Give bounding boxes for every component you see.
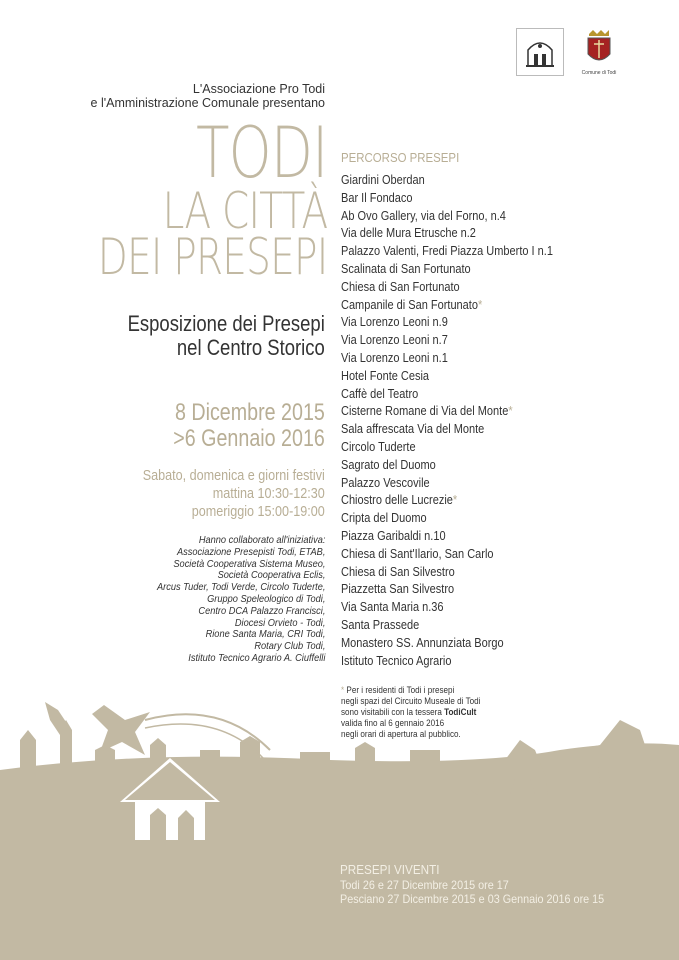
collaborators <box>157 535 325 665</box>
collaborator-line: Diocesi Orvieto - Todi, <box>234 616 325 629</box>
route-item <box>341 297 553 315</box>
route-item-name: Hotel Fonte Cesia <box>341 368 430 383</box>
collaborator-line: Società Cooperativa Eclis, <box>217 569 325 582</box>
subtitle-line: nel Centro Storico <box>177 335 325 360</box>
route-item <box>341 653 553 671</box>
route-item-star: * <box>508 404 513 419</box>
route-item-name: Piazza Garibaldi n.10 <box>341 528 446 543</box>
note-line: negli spazi del Circuito Museale di Todi <box>341 696 481 706</box>
todicult-label: TodiCult <box>444 707 477 717</box>
route-item <box>341 350 553 368</box>
route-item <box>341 546 553 564</box>
coat-of-arms-icon <box>585 28 613 68</box>
logos <box>516 28 620 84</box>
times-line: mattina 10:30-12:30 <box>212 485 325 502</box>
route-item <box>341 599 553 617</box>
date-line: >6 Gennaio 2016 <box>173 425 325 452</box>
route-item-name: Caffè del Teatro <box>341 386 419 401</box>
route-item-name: Chiostro delle Lucrezie <box>341 493 453 508</box>
collaborator-line: Rotary Club Todi, <box>253 640 325 653</box>
pro-todi-logo <box>516 28 564 76</box>
route-item <box>341 564 553 582</box>
route-item-name: Chiesa di San Fortunato <box>341 279 460 294</box>
route-item-name: Sagrato del Duomo <box>341 457 436 472</box>
viventi-header: PRESEPI VIVENTI <box>340 862 440 877</box>
collaborator-line: Arcus Tuder, Todi Verde, Circolo Tuderte, <box>156 581 325 594</box>
collaborator-line: Istituto Tecnico Agrario A. Ciuffelli <box>187 651 325 664</box>
comune-crest <box>578 28 620 84</box>
viventi-line: Todi 26 e 27 Dicembre 2015 ore 17 <box>340 878 509 892</box>
route-item <box>341 635 553 653</box>
route-item-name: Giardini Oberdan <box>341 173 425 187</box>
route-item <box>341 475 553 493</box>
collaborator-line: Società Cooperativa Sistema Museo, <box>172 557 325 570</box>
route-item-name: Ab Ovo Gallery, via del Forno, n.4 <box>341 208 506 223</box>
route-item-name: Palazzo Vescovile <box>341 475 430 490</box>
route-item-name: Chiesa di Sant'Ilario, San Carlo <box>341 546 494 561</box>
route-list <box>341 172 582 670</box>
route-item <box>341 403 553 421</box>
route-item <box>341 225 553 243</box>
route-item-name: Istituto Tecnico Agrario <box>341 653 452 668</box>
route-item-name: Piazzetta San Silvestro <box>341 582 455 597</box>
route-item <box>341 243 553 261</box>
title-line: TODI <box>195 112 327 194</box>
route-item <box>341 190 553 208</box>
main-title <box>33 112 327 286</box>
route-item <box>341 617 553 635</box>
times-line: Sabato, domenica e giorni festivi <box>142 467 325 484</box>
building-emblem-icon <box>520 32 560 72</box>
route-item <box>341 510 553 528</box>
route-item <box>341 261 553 279</box>
route-item <box>341 581 553 599</box>
route-item-name: Via Santa Maria n.36 <box>341 600 444 615</box>
route-item <box>341 314 553 332</box>
route-item-name: Bar Il Fondaco <box>341 190 413 205</box>
route-item-name: Via delle Mura Etrusche n.2 <box>341 226 476 241</box>
opening-times <box>143 467 325 521</box>
route-item <box>341 528 553 546</box>
route-item <box>341 279 553 297</box>
note-line: negli orari di apertura al pubblico. <box>341 729 461 739</box>
note-line: valida fino al 6 gennaio 2016 <box>341 718 445 728</box>
presenters <box>91 82 325 110</box>
route-item <box>341 421 553 439</box>
route-item <box>341 332 553 350</box>
route-item-name: Via Lorenzo Leoni n.1 <box>341 350 448 365</box>
nativity-skyline-illustration <box>0 690 679 960</box>
times-line: pomeriggio 15:00-19:00 <box>191 503 325 520</box>
route-item-name: Via Lorenzo Leoni n.9 <box>341 315 448 330</box>
route-item-star: * <box>477 297 483 312</box>
presepi-viventi <box>340 862 634 906</box>
collaborator-line: Hanno collaborato all'iniziativa: <box>198 534 325 546</box>
title-line: LA CITTÀ <box>162 182 327 240</box>
date-line: 8 Dicembre 2015 <box>175 399 325 426</box>
collaborator-line: Centro DCA Palazzo Francisci, <box>197 604 325 617</box>
route-item-star: * <box>452 493 458 508</box>
presenters-line: L'Associazione Pro Todi <box>192 82 325 96</box>
route-item-name: Monastero SS. Annunziata Borgo <box>341 635 504 650</box>
route-item <box>341 386 553 404</box>
route-item-name: Scalinata di San Fortunato <box>341 261 471 276</box>
viventi-line: Pesciano 27 Dicembre 2015 e 03 Gennaio 2016 ore 15 <box>340 892 605 906</box>
note-line: Per i residenti di Todi i presepi <box>346 685 455 695</box>
route-item-name: Sala affrescata Via del Monte <box>341 422 485 437</box>
note-star: * <box>341 685 345 695</box>
route-item <box>341 439 553 457</box>
route-item <box>341 368 553 386</box>
route-item-name: Via Lorenzo Leoni n.7 <box>341 333 448 348</box>
presenters-line: e l'Amministrazione Comunale presentano <box>90 96 325 110</box>
collaborator-line: Gruppo Speleologico di Todi, <box>206 592 325 605</box>
route-item-name: Cisterne Romane di Via del Monte <box>341 404 509 419</box>
route-item <box>341 172 553 190</box>
route-item-name: Cripta del Duomo <box>341 511 427 526</box>
route-item-name: Santa Prassede <box>341 617 420 632</box>
collaborator-line: Rione Santa Maria, CRI Todi, <box>205 628 325 641</box>
subtitle <box>128 312 325 360</box>
route-item-name: Circolo Tuderte <box>341 439 416 454</box>
route-item-name: Chiesa di San Silvestro <box>341 564 455 579</box>
note-line: sono visitabili con la tessera <box>341 707 445 717</box>
crest-caption: Comune di Todi <box>581 70 617 76</box>
title-line: DEI PRESEPI <box>97 228 327 286</box>
route-item <box>341 457 553 475</box>
event-dates <box>173 400 325 452</box>
route-item-name: Palazzo Valenti, Fredi Piazza Umberto I n.1 <box>341 244 553 259</box>
route-item <box>341 208 553 226</box>
route-header: PERCORSO PRESEPI <box>341 150 460 165</box>
route-item-name: Campanile di San Fortunato <box>341 297 478 312</box>
route-item <box>341 492 553 510</box>
collaborator-line: Associazione Presepisti Todi, ETAB, <box>176 545 325 558</box>
subtitle-line: Esposizione dei Presepi <box>127 311 325 336</box>
